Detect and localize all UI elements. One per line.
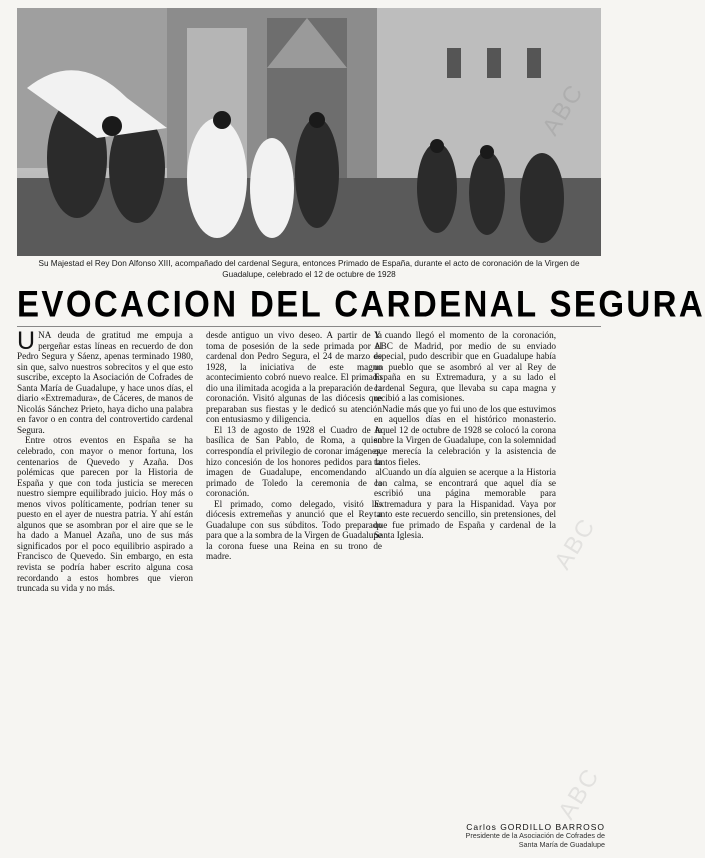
ceremony-photo-illustration — [17, 8, 601, 256]
article-paragraph: Cuando un día alguien se acerque a la Historia con calma, se encontrará que aquel día se escribió una página memorable para Extremadura y para la Hispanidad. Vaya por tanto este recuerdo sencillo, sin pretensiones, del que fue primado de España y cardenal de la Santa Iglesia. — [374, 467, 556, 541]
abc-watermark: ABC — [537, 79, 590, 141]
article-column-1 — [17, 327, 193, 826]
article-paragraph: Entre otros eventos en España se ha celebrado, con mayor o menor fortuna, los centenarios de Quevedo y Azaña. Dos polémicas que parecen por la Historia de España y que con toda justicia se merecen nuestro siempre equilibrado juicio. Hoy más o menos vivos políticamente, podrían tener su puesto en el ayer de nuestra patria. Y ahí están algunos que se asombran por el aire que se le ha dado a Manuel Azaña, uno de sus más significados por el poco equilibrio aspirado a Francisco de Quevedo. Sin embargo, en esta revista se podría haber escrito alguna cosa recordando a estos hombres que vieron truncada su vida y no más. — [17, 435, 193, 594]
article-headline: EVOCACION DEL CARDENAL SEGURA — [17, 282, 705, 325]
article-paragraph: UNA deuda de gratitud me empuja a pergeñar estas líneas en recuerdo de don Pedro Segura y Sáenz, apenas terminado 1980, sin que, salvo nuestros sobrecitos y el que esto suscribe, excepto la Asociación de Cofrades de Santa María de Guadalupe, y hace unos días, el diario «Extremadura», de Cáceres, de manos de Nicolás Sánchez Prieto, haya dicho una palabra en favor o en contra del controvertido cardenal Segura. — [17, 327, 193, 435]
article-photo — [17, 8, 601, 256]
drop-cap: U — [17, 327, 36, 355]
author-signature — [455, 822, 605, 849]
abc-watermark: ABC — [549, 513, 602, 575]
article-column-2 — [206, 330, 382, 826]
author-name: Carlos GORDILLO BARROSO — [466, 822, 605, 832]
headline-divider — [17, 326, 601, 327]
photo-caption: Su Majestad el Rey Don Alfonso XIII, acompañado del cardenal Segura, entonces Primado de España, durante el acto de coronación de la Virgen de Guadalupe, celebrado el 12 de octubre de 1928 — [38, 259, 580, 279]
article-paragraph: Y cuando llegó el momento de la coronación, ABC de Madrid, por medio de su enviado especial, pudo describir que en Guadalupe había un pueblo que se asombró al ver al Rey de España en su Extremadura, y a su lado el cardenal Segura, que llevaba su capa magna y recibió a las comisiones. — [374, 330, 556, 404]
author-role: Presidente de la Asociación de Cofrades de Santa María de Guadalupe — [465, 831, 605, 849]
article-paragraph: Nadie más que yo fui uno de los que estuvimos en aquellos días en el histórico monasterio. Aquel 12 de octubre de 1928 se colocó la corona sobre la Virgen de Guadalupe, con la solemnidad que merecía la celebración y la asistencia de tantos fieles. — [374, 403, 556, 467]
article-paragraph: desde antiguo un vivo deseo. A partir de la toma de posesión de la sede primada por el cardenal don Pedro Segura, el 24 de marzo de 1928, la iniciativa de este magno acontecimiento cobró nuevo realce. El primado dio una ilimitada acogida a la preparación de la coronación. Visitó algunas de las diócesis que preparaban sus fiestas y le dedicó su atención con entusiasmo y diligencia. — [206, 330, 382, 425]
article-paragraph: El primado, como delegado, visitó las diócesis extremeñas y anunció que el Rey a Guadalupe con sus súbditos. Todo preparado para que a la sombra de la Virgen de Guadalupe la corona fuese una Reina en su trono de madre. — [206, 498, 382, 562]
article-paragraph: El 13 de agosto de 1928 el Cuadro de la basílica de San Pablo, de Roma, a quien correspondía el privilegio de coronar imágenes, hizo concesión de los honores pedidos para la imagen de Guadalupe, encomendando al primado de Toledo la ceremonia de la coronación. — [206, 424, 382, 499]
article-column-3 — [374, 330, 556, 826]
abc-watermark: ABC — [553, 763, 606, 825]
